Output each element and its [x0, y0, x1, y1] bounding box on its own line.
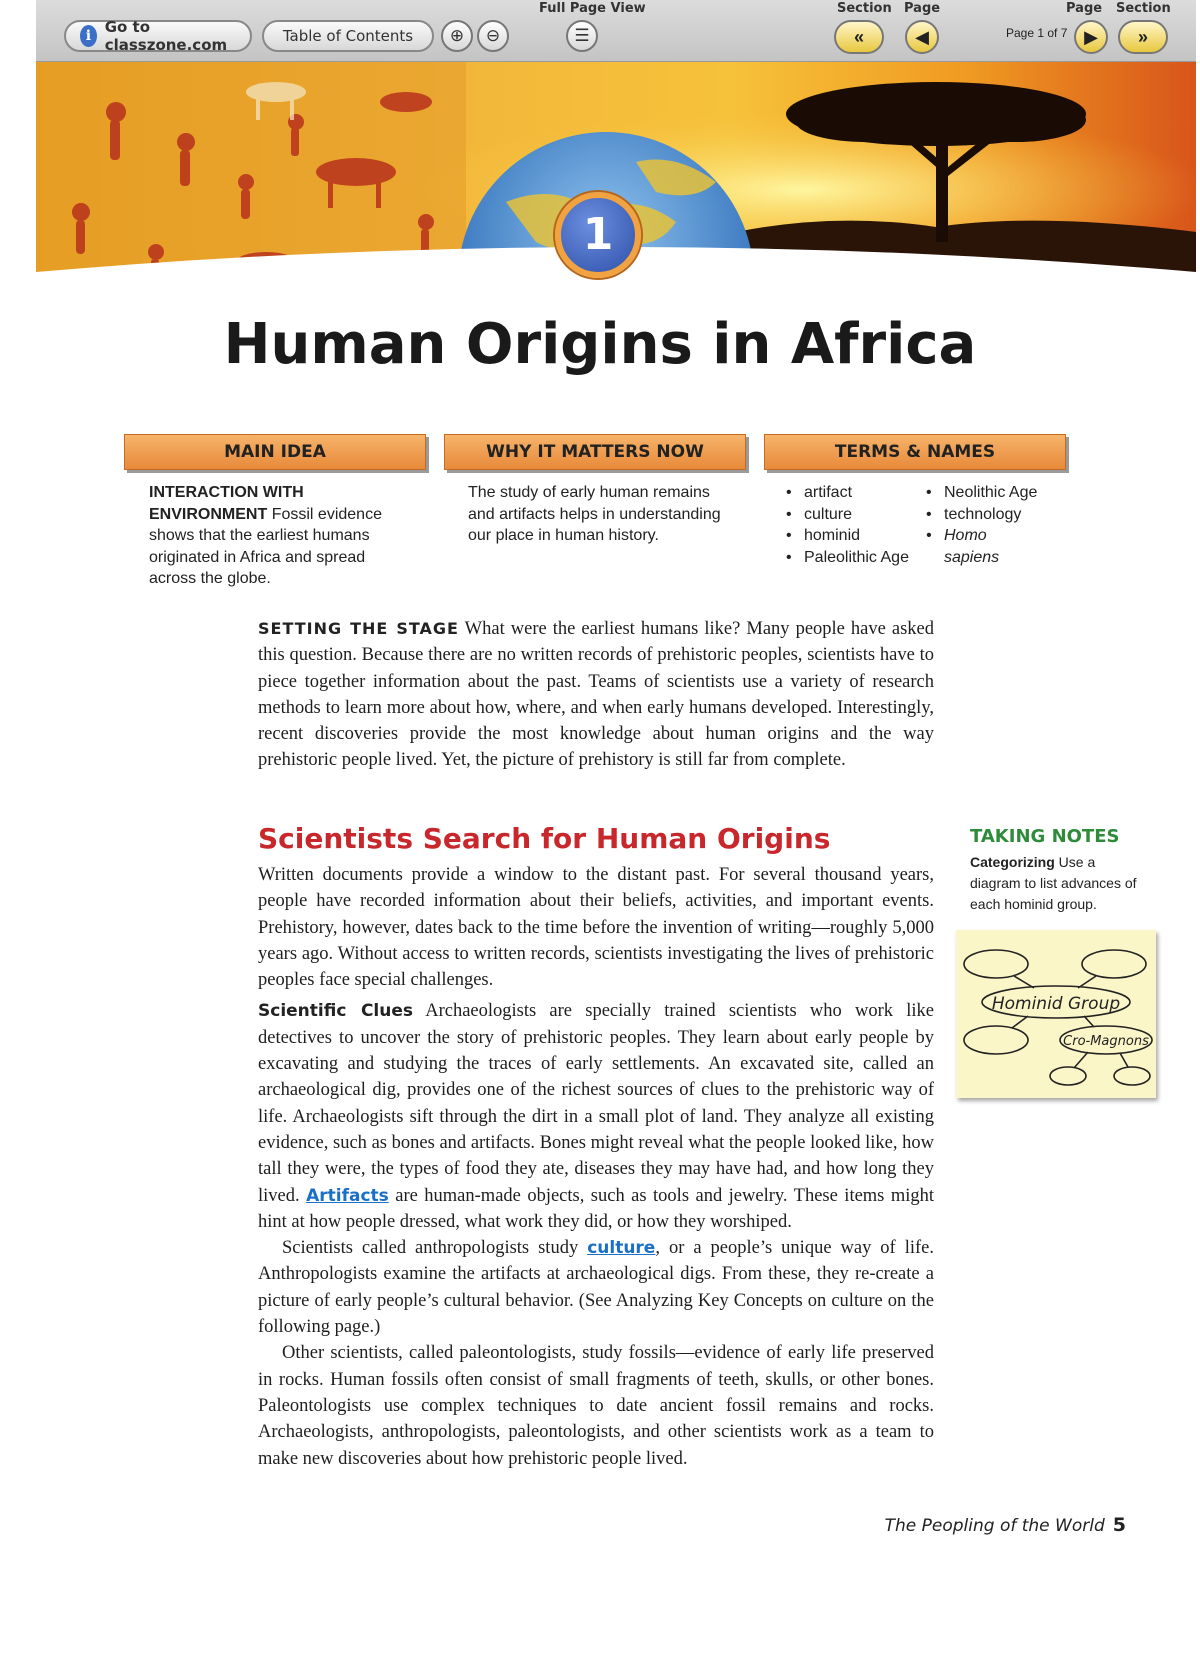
clues-text-2: are human-made objects, such as tools and jewelry. These items might hint at how people dressed, what work they did, or how they worshiped. [258, 1185, 935, 1232]
paleontologists-paragraph: Other scientists, called paleontologists, study fossils—evidence of early life preserved in rocks. Human fossils often consist of small fragments of teeth, skulls, or other bones. Paleontologists use complex techniques to date ancient fossil remains and rocks. Archaeologists, anthropologists, paleontologists, and other scientists work as a team to make new discoveries about how prehistoric people lived. [258, 1343, 934, 1469]
term-item: • Neolithic Age [926, 482, 1046, 504]
taking-notes-body: Use a diagram to list advances of each hominid group. [970, 854, 1137, 912]
term-item: • artifact [786, 482, 916, 504]
clues-text-1: Archaeologists are specially trained scientists who work like detectives to uncover the story of prehistoric peoples. They learn about early people by excavating and studying the traces of early settlements. An excavated site, called an archaeological dig, provides one of the richest sources of clues to the prehistoric way of life. Archaeologists sift through the dirt in a small plot of land. They analyze all existing evidence, such as bones and artifacts. Bones might reveal what the people looked like, how tall they were, the types of food they ate, diseases they may have had, and how long they lived. [258, 1001, 934, 1206]
diagram-center-label: Hominid Group [991, 994, 1121, 1014]
page-title: Human Origins in Africa [223, 312, 977, 377]
why-it-matters-header: WHY IT MATTERS NOW [444, 434, 746, 470]
term-item: • hominid [786, 525, 916, 547]
page-label-right: Page [1066, 1, 1103, 16]
setting-the-stage [258, 616, 934, 774]
chevron-left-icon: ◀ [915, 26, 929, 47]
anthropologists-paragraph [258, 1235, 934, 1340]
terms-list-left [786, 482, 916, 568]
main-idea-text [149, 482, 415, 590]
term-item: • Paleolithic Age [786, 547, 916, 569]
term-item: • culture [786, 504, 916, 526]
info-icon: i [80, 25, 97, 47]
section-intro: Written documents provide a window to the distant past. For several thousand years, people have recorded information about their beliefs, activities, and important events. Prehistory, however, dates back to the time before the invention of writing—roughly 5,000 years ago. Without access to written records, scientists investigating the lives of prehistoric peoples face special challenges. [258, 865, 934, 991]
page-label-left: Page [904, 1, 941, 16]
setting-stage-text: What were the earliest humans like? Many people have asked this question. Because there are no written records of prehistoric peoples, scientists have to piece together information about the past. Teams of scientists use a variety of research methods to learn more about how, where, and when early humans developed. Interestingly, recent discoveries provide the most knowledge about human origins and the way prehistoric people lived. Yet, the picture of prehistory is still far from complete. [258, 619, 935, 771]
page-indicator: Page 1 of 7 [1006, 26, 1068, 40]
table-of-contents-button[interactable] [262, 20, 434, 52]
p2-text-2: , or a people’s unique way of life. Anthropologists examine the artifacts at archaeological digs. From these, they re-create a picture of early people’s cultural behavior. (See Analyzing Key Concepts on culture on the following page.) [258, 1238, 934, 1338]
chapter-number-badge: 1 [555, 192, 641, 278]
taking-notes-text [970, 852, 1140, 915]
taking-notes-lead: Categorizing [970, 854, 1055, 870]
scientific-clues-head: Scientific Clues [258, 1001, 413, 1022]
classzone-label: Go to classzone.com [104, 18, 228, 54]
section-label-left: Section [837, 1, 892, 16]
hominid-web-diagram [956, 930, 1156, 1098]
full-page-view-label: Full Page View [539, 1, 646, 16]
previous-page-button[interactable] [905, 20, 939, 54]
scientific-clues-paragraph [258, 998, 934, 1235]
terms-list-right [926, 482, 1046, 568]
culture-link[interactable]: culture [587, 1238, 656, 1259]
zoom-out-button[interactable] [477, 20, 509, 52]
section-label-right: Section [1116, 1, 1171, 16]
taking-notes-diagram [956, 930, 1156, 1098]
term-item: • Homo sapiens [926, 525, 1046, 568]
zoom-in-icon: ⊕ [449, 26, 465, 45]
term-item: • technology [926, 504, 1046, 526]
main-idea-header: MAIN IDEA [124, 434, 426, 470]
page-number: 5 [1112, 1514, 1126, 1536]
next-page-button[interactable] [1074, 20, 1108, 54]
main-idea-lead: INTERACTION WITH ENVIRONMENT [149, 484, 304, 523]
full-page-view-button[interactable] [566, 20, 598, 52]
page-list-icon: ☰ [574, 26, 590, 45]
zoom-in-button[interactable] [441, 20, 473, 52]
page-footer [885, 1514, 1126, 1536]
classzone-button[interactable] [64, 20, 252, 52]
next-section-button[interactable] [1118, 20, 1168, 54]
chevron-right-icon: ▶ [1084, 26, 1098, 47]
artifacts-link[interactable]: Artifacts [306, 1185, 389, 1206]
book-title: The Peopling of the World [884, 1516, 1105, 1536]
p2-text-1: Scientists called anthropologists study [282, 1238, 579, 1259]
diagram-node-label: Cro-Magnons [1063, 1034, 1149, 1049]
section-heading: Scientists Search for Human Origins [258, 822, 831, 855]
section-body [258, 862, 934, 1472]
taking-notes-title: TAKING NOTES [970, 826, 1120, 847]
zoom-out-icon: ⊖ [485, 26, 501, 45]
previous-section-button[interactable] [834, 20, 884, 54]
toc-label: Table of Contents [282, 27, 414, 45]
toolbar [36, 0, 1196, 62]
double-chevron-left-icon: « [853, 26, 864, 47]
main-idea-body: Fossil evidence shows that the earliest humans originated in Africa and spread across the globe. [149, 505, 382, 587]
double-chevron-right-icon: » [1137, 26, 1148, 47]
setting-stage-label: SETTING THE STAGE [258, 619, 459, 638]
terms-names-header: TERMS & NAMES [764, 434, 1066, 470]
why-it-matters-text: The study of early human remains and artifacts helps in understanding our place in human history. [468, 484, 721, 544]
